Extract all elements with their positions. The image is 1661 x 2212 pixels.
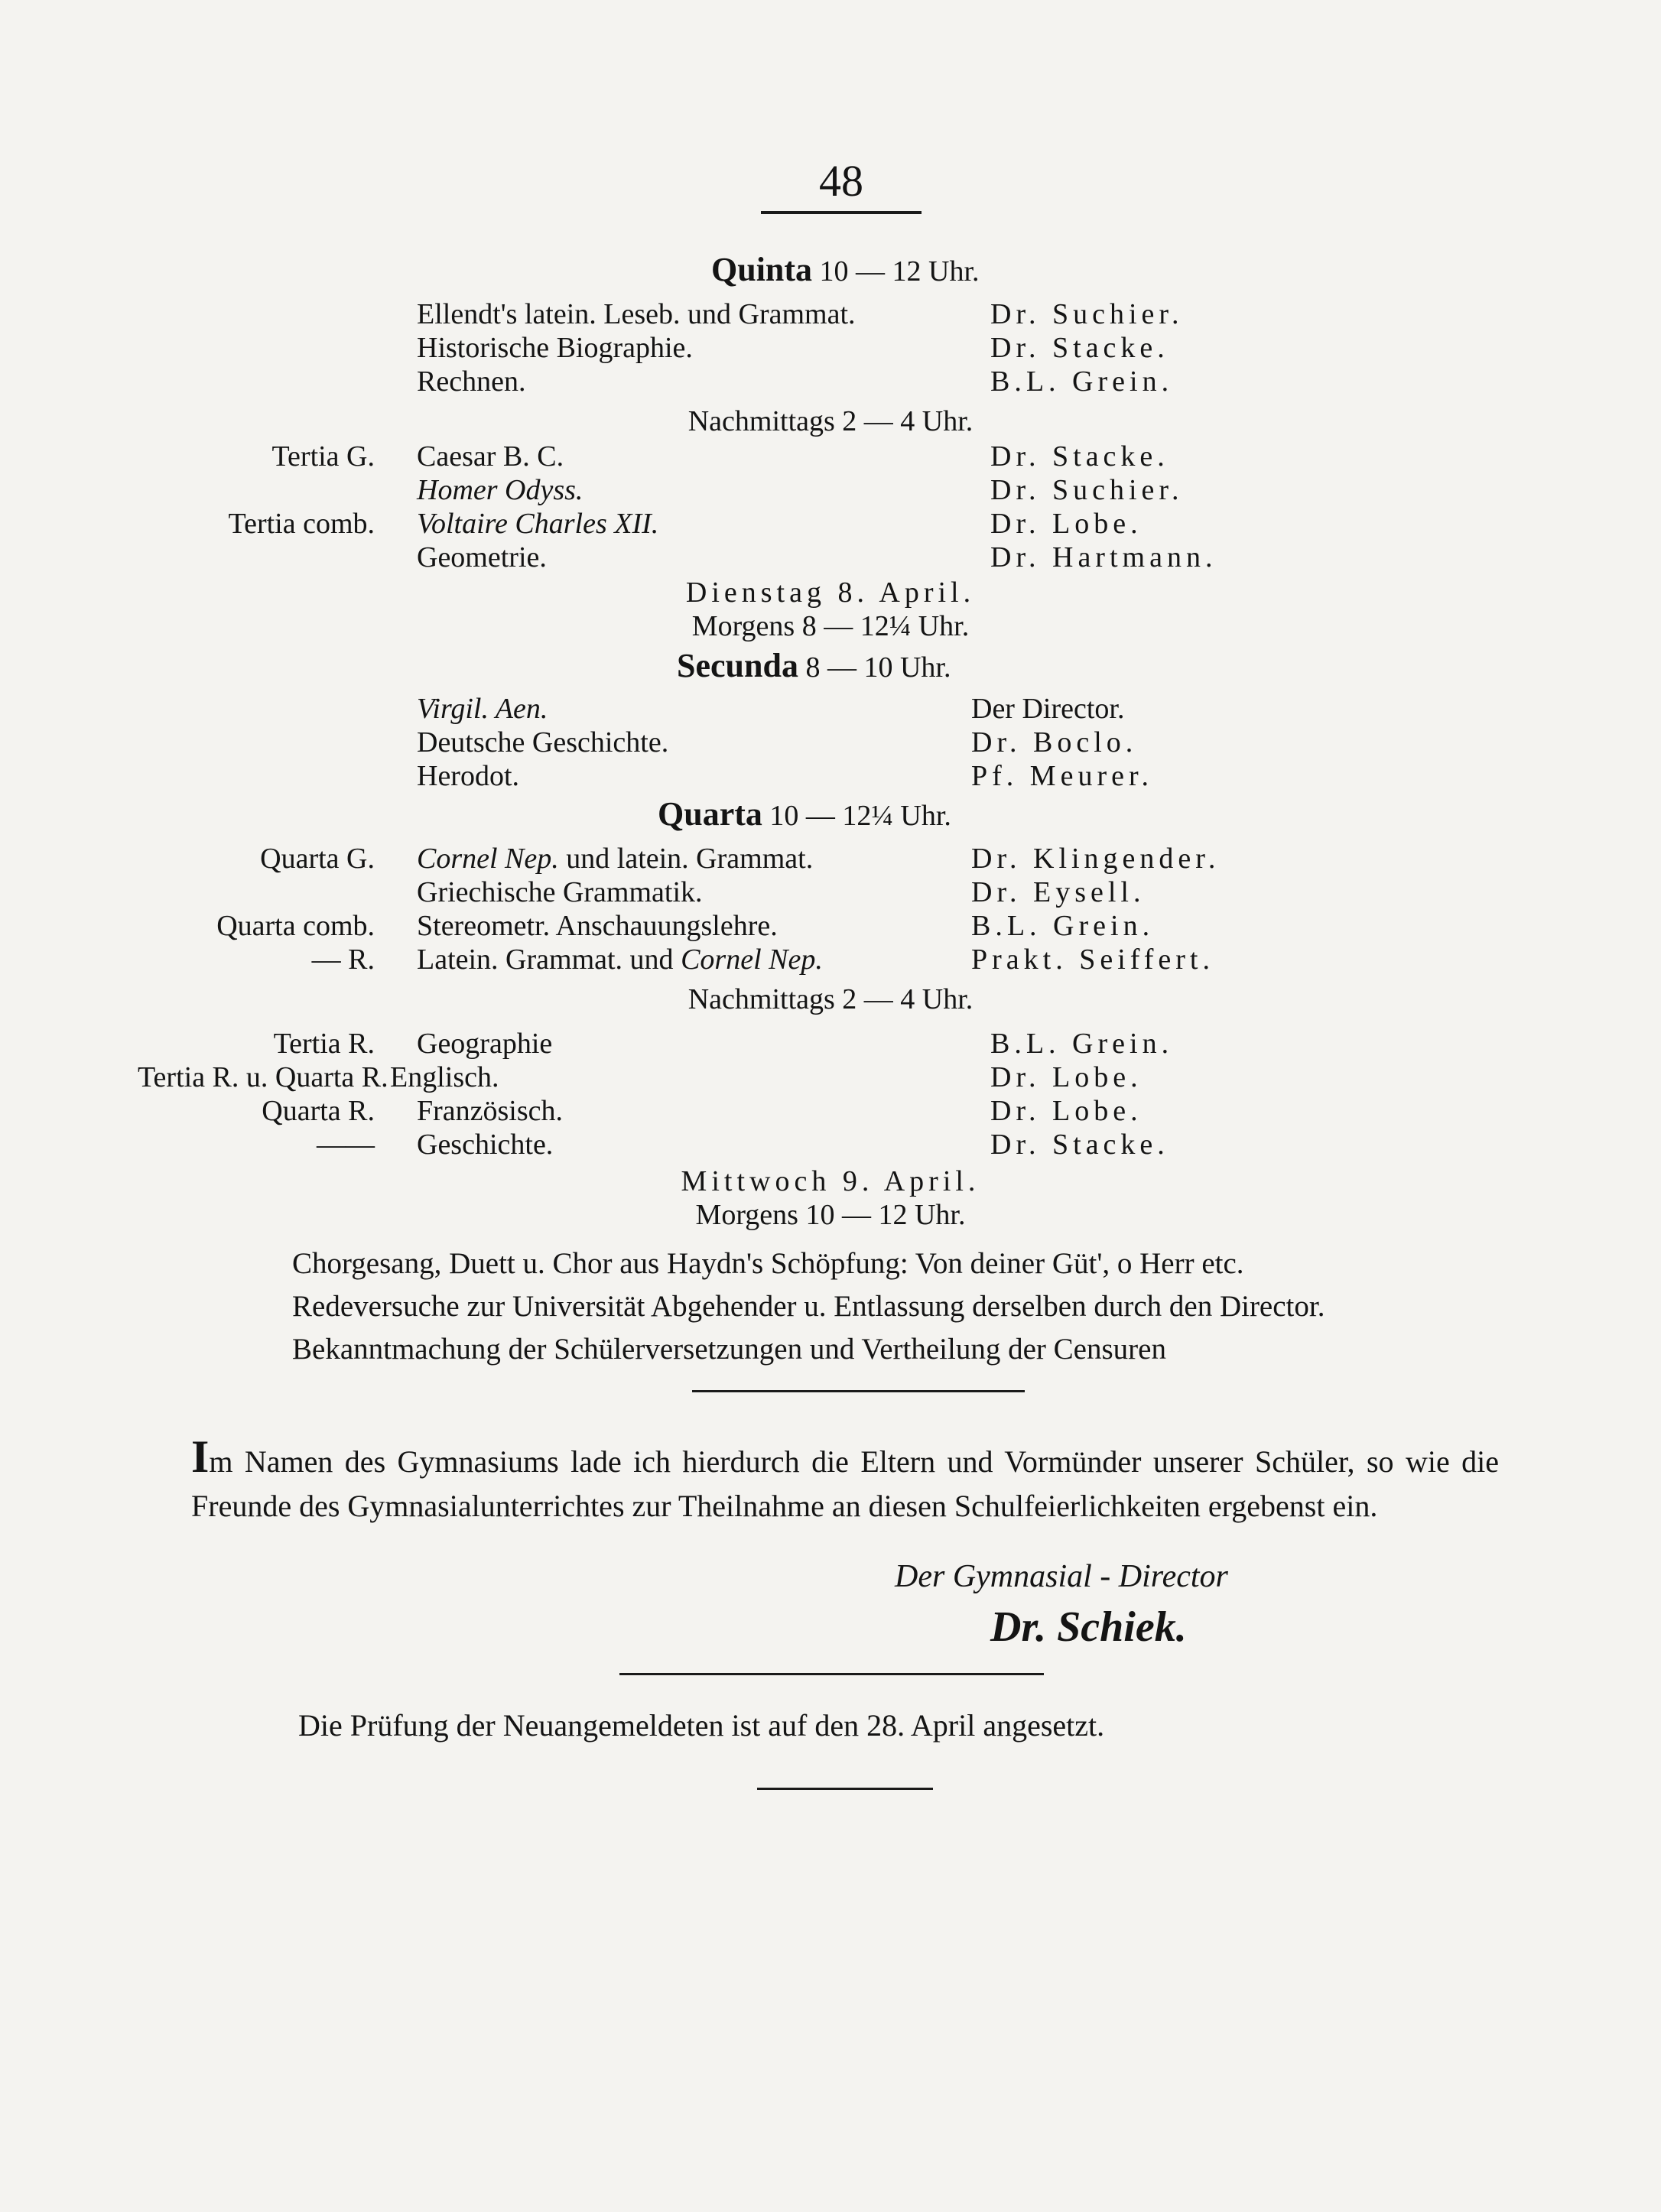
secunda-teacher-3: Pf. Meurer. bbox=[971, 760, 1154, 792]
quinta-teacher-3: B.L. Grein. bbox=[990, 365, 1174, 398]
invitation-text: m Namen des Gymnasiums lade ich hierdurch die Eltern und Vormünder unserer Schüler, so wie die Freunde des Gymnasialunterrichtes zur Theilnahme an diesen Schulfeierlichkeiten ergebenst ein. bbox=[191, 1444, 1499, 1523]
quarta-teacher-7: Dr. Lobe. bbox=[990, 1095, 1143, 1127]
closing-line-2: Redeversuche zur Universität Abgehender u. Entlassung derselben durch den Director. bbox=[292, 1290, 1325, 1323]
quarta-teacher-4: Prakt. Seiffert. bbox=[971, 944, 1214, 976]
secunda-subject-2: Deutsche Geschichte. bbox=[417, 726, 669, 758]
quarta-subject-7: Französisch. bbox=[417, 1095, 564, 1127]
closing-line-1: Chorgesang, Duett u. Chor aus Haydn's Schöpfung: Von deiner Güt', o Herr etc. bbox=[292, 1247, 1244, 1280]
quarta-class-1: Quarta G. bbox=[260, 843, 375, 875]
quarta-subject-4-italic: Cornel Nep. bbox=[681, 944, 823, 976]
section-divider-3 bbox=[757, 1788, 933, 1790]
quarta-class-7: Quarta R. bbox=[262, 1095, 375, 1127]
page-number-rule bbox=[761, 211, 922, 214]
secunda-subject-3: Herodot. bbox=[417, 760, 520, 792]
quinta-subject-2: Historische Biographie. bbox=[417, 332, 693, 364]
quinta-subject-5: Homer Odyss. bbox=[417, 474, 583, 506]
quarta-time: 10 — 12¼ Uhr. bbox=[769, 800, 951, 832]
quarta-teacher-2: Dr. Eysell. bbox=[971, 876, 1146, 908]
secunda-heading: Secunda bbox=[677, 647, 798, 684]
secunda-heading-line bbox=[677, 648, 951, 685]
dienstag-morning: Morgens 8 — 12¼ Uhr. bbox=[691, 610, 970, 642]
quinta-class-6: Tertia comb. bbox=[228, 508, 375, 540]
quarta-subject-8: Geschichte. bbox=[417, 1129, 554, 1161]
quarta-teacher-6: Dr. Lobe. bbox=[990, 1061, 1143, 1093]
quarta-class-5: Tertia R. bbox=[273, 1028, 375, 1060]
quinta-subject-4: Caesar B. C. bbox=[417, 440, 564, 473]
quarta-class-4: — R. bbox=[311, 944, 375, 976]
quarta-afternoon: Nachmittags 2 — 4 Uhr. bbox=[687, 983, 974, 1015]
quarta-subject-4 bbox=[417, 942, 823, 977]
quinta-teacher-5: Dr. Suchier. bbox=[990, 474, 1184, 506]
quinta-heading-line bbox=[711, 252, 980, 289]
secunda-time: 8 — 10 Uhr. bbox=[805, 651, 951, 684]
quarta-subject-5: Geographie bbox=[417, 1028, 553, 1060]
signature-name: Dr. Schiek. bbox=[990, 1603, 1187, 1651]
quinta-teacher-1: Dr. Suchier. bbox=[990, 298, 1184, 330]
quarta-heading-line bbox=[658, 797, 951, 833]
invitation-initial: I bbox=[191, 1431, 210, 1482]
quarta-teacher-1: Dr. Klingender. bbox=[971, 843, 1221, 875]
dienstag-day: Dienstag 8. April. bbox=[685, 577, 976, 609]
quarta-subject-4-text: Latein. Grammat. und bbox=[417, 944, 681, 976]
quarta-teacher-8: Dr. Stacke. bbox=[990, 1129, 1169, 1161]
section-divider-1 bbox=[692, 1390, 1025, 1392]
section-divider-2 bbox=[619, 1673, 1044, 1675]
quarta-class-3: Quarta comb. bbox=[216, 910, 375, 942]
quarta-class-6: Tertia R. u. Quarta R. bbox=[138, 1061, 388, 1093]
quinta-teacher-4: Dr. Stacke. bbox=[990, 440, 1169, 473]
quarta-subject-1 bbox=[417, 841, 813, 876]
quarta-teacher-3: B.L. Grein. bbox=[971, 910, 1155, 942]
closing-line-3: Bekanntmachung der Schülerversetzungen und Vertheilung der Censuren bbox=[292, 1333, 1166, 1366]
quinta-time: 10 — 12 Uhr. bbox=[819, 255, 980, 287]
quinta-subject-3: Rechnen. bbox=[417, 365, 526, 398]
quinta-teacher-2: Dr. Stacke. bbox=[990, 332, 1169, 364]
quarta-subject-1-italic: Cornel Nep. bbox=[417, 843, 559, 875]
quinta-heading: Quinta bbox=[711, 251, 813, 288]
mittwoch-day: Mittwoch 9. April. bbox=[681, 1165, 980, 1197]
signature-title: Der Gymnasial - Director bbox=[895, 1559, 1228, 1594]
quinta-teacher-7: Dr. Hartmann. bbox=[990, 541, 1217, 573]
quarta-class-8: —— bbox=[317, 1129, 375, 1161]
quinta-subject-6: Voltaire Charles XII. bbox=[417, 508, 659, 540]
quinta-subject-1: Ellendt's latein. Leseb. und Grammat. bbox=[417, 298, 856, 330]
secunda-subject-1: Virgil. Aen. bbox=[417, 693, 548, 725]
quarta-subject-1-text: und latein. Grammat. bbox=[558, 843, 814, 875]
mittwoch-morning: Morgens 10 — 12 Uhr. bbox=[695, 1199, 966, 1231]
quarta-heading: Quarta bbox=[658, 795, 762, 833]
secunda-teacher-1: Der Director. bbox=[971, 693, 1125, 725]
quarta-teacher-5: B.L. Grein. bbox=[990, 1028, 1174, 1060]
quinta-subject-7: Geometrie. bbox=[417, 541, 547, 573]
quarta-subject-3: Stereometr. Anschauungslehre. bbox=[417, 910, 778, 942]
secunda-teacher-2: Dr. Boclo. bbox=[971, 726, 1138, 758]
quinta-class-4: Tertia G. bbox=[271, 440, 375, 473]
quinta-teacher-6: Dr. Lobe. bbox=[990, 508, 1143, 540]
quarta-subject-2: Griechische Grammatik. bbox=[417, 876, 703, 908]
footer-note: Die Prüfung der Neuangemeldeten ist auf den 28. April angesetzt. bbox=[298, 1708, 1105, 1743]
quinta-afternoon: Nachmittags 2 — 4 Uhr. bbox=[687, 405, 974, 437]
invitation-paragraph bbox=[191, 1431, 1499, 1528]
page-number: 48 bbox=[819, 156, 863, 206]
quarta-subject-6: Englisch. bbox=[390, 1061, 499, 1093]
